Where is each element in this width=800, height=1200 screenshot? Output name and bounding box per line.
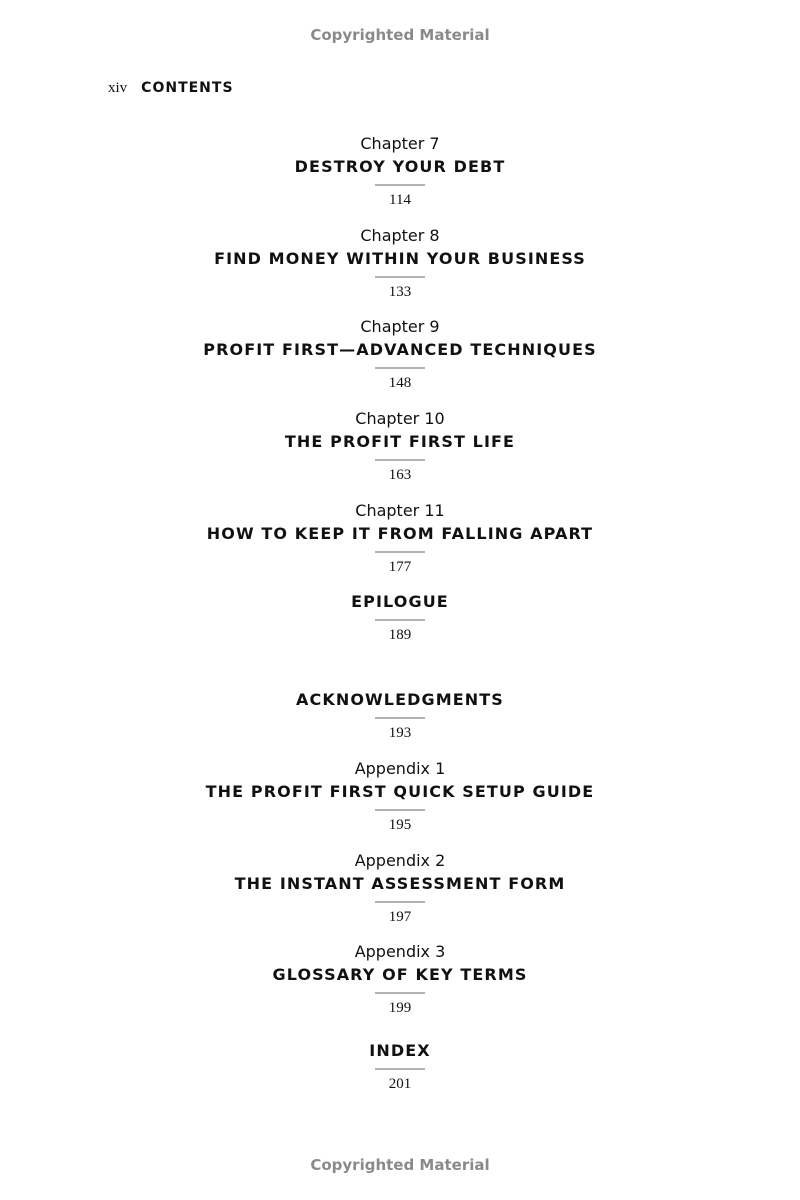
watermark-bottom: Copyrighted Material [310,1156,490,1174]
entry-page-number: 148 [388,375,412,391]
toc-entry-appendix-3[interactable] [0,942,800,1017]
entry-rule [375,809,425,811]
entry-rule [375,992,425,994]
toc-entry-epilogue[interactable] [0,592,800,644]
entry-kicker: Chapter 9 [360,317,440,336]
entry-title: THE PROFIT FIRST QUICK SETUP GUIDE [205,782,595,801]
entry-page-number: 193 [388,725,412,741]
entry-page-number: 201 [388,1076,412,1092]
entry-page-number: 177 [388,559,412,575]
entry-rule [375,367,425,369]
entry-title: HOW TO KEEP IT FROM FALLING APART [206,524,594,543]
entry-kicker: Chapter 10 [355,409,445,428]
entry-title: FIND MONEY WITHIN YOUR BUSINESS [214,249,586,268]
entry-rule [375,184,425,186]
entry-title: DESTROY YOUR DEBT [294,157,506,176]
running-head [108,80,234,97]
entry-kicker: Appendix 2 [354,851,446,870]
entry-title: GLOSSARY OF KEY TERMS [272,965,528,984]
entry-title: THE PROFIT FIRST LIFE [284,432,516,451]
entry-kicker: Appendix 1 [354,759,446,778]
section-label: CONTENTS [141,80,234,96]
entry-page-number: 199 [388,1000,412,1016]
toc-entry-chapter-11[interactable] [0,501,800,576]
entry-page-number: 114 [389,192,411,208]
entry-kicker: Chapter 7 [360,134,440,153]
toc-entry-acknowledgments[interactable] [0,690,800,742]
entry-page-number: 189 [388,627,412,643]
toc-entry-appendix-1[interactable] [0,759,800,834]
entry-title: PROFIT FIRST—ADVANCED TECHNIQUES [203,340,597,359]
entry-page-number: 133 [388,284,412,300]
entry-title: EPILOGUE [351,592,449,611]
toc-entry-chapter-7[interactable] [0,134,800,209]
entry-rule [375,619,425,621]
entry-title: INDEX [369,1041,431,1060]
entry-kicker: Chapter 8 [360,226,440,245]
page-folio: xiv [108,80,128,96]
entry-rule [375,1068,425,1070]
watermark-top: Copyrighted Material [310,26,490,44]
entry-kicker: Appendix 3 [354,942,446,961]
entry-kicker: Chapter 11 [355,501,445,520]
entry-rule [375,551,425,553]
entry-title: THE INSTANT ASSESSMENT FORM [234,874,566,893]
toc-entry-index[interactable] [0,1041,800,1093]
toc-entry-chapter-8[interactable] [0,226,800,301]
entry-title: ACKNOWLEDGMENTS [296,690,504,709]
toc-entry-appendix-2[interactable] [0,851,800,926]
entry-rule [375,717,425,719]
toc-entry-chapter-9[interactable] [0,317,800,392]
entry-rule [375,459,425,461]
toc-entry-chapter-10[interactable] [0,409,800,484]
entry-rule [375,901,425,903]
entry-rule [375,276,425,278]
entry-page-number: 197 [388,909,412,925]
entry-page-number: 163 [388,467,412,483]
entry-page-number: 195 [388,817,412,833]
